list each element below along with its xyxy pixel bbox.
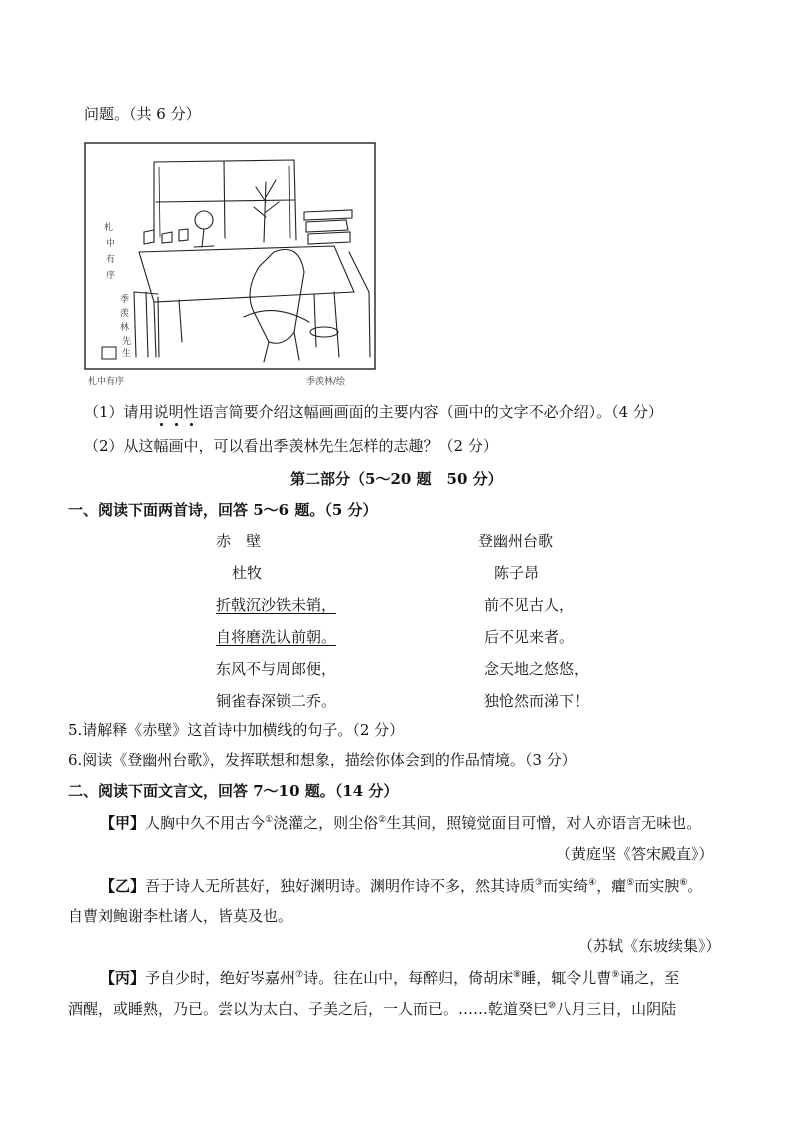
plant: [254, 180, 279, 242]
basket: [310, 327, 338, 337]
poem1-author: 杜牧: [232, 564, 263, 582]
poem2-line4: 独怆然而涕下！: [484, 692, 590, 710]
seal-stamp: [102, 347, 116, 359]
poem2-line3: 念天地之悠悠，: [484, 660, 590, 678]
poem1-line1: 折戟沉沙铁未销，: [216, 596, 337, 614]
question-6: 6.阅读《登幽州台歌》，发挥联想和想象，描绘你体会到的作品情境。（3 分）: [68, 751, 577, 769]
window-lines: [154, 160, 296, 242]
question-5: 5.请解释《赤壁》这首诗中加横线的句子。（2 分）: [68, 721, 405, 739]
section2-title: 二、阅读下面文言文，回答 7～10 题。（14 分）: [68, 782, 399, 800]
handwriting-1: 札: [104, 223, 114, 233]
handwriting-8: 先: [122, 337, 132, 347]
handwriting-5: 季: [120, 295, 130, 305]
chair-legs: [244, 311, 309, 362]
dotted-char: 性: [183, 403, 199, 421]
header-line: 问题。（共 6 分）: [84, 105, 201, 123]
poem1-line2: 自将磨洗认前朝。: [216, 628, 337, 646]
handwriting-4: 序: [106, 271, 116, 281]
figure-caption-right: 季羡林/绘: [306, 377, 346, 387]
handwriting-9: 生: [122, 349, 132, 359]
poem2-author: 陈子昂: [494, 564, 540, 582]
part2-title: 第二部分（5～20 题 50 分）: [290, 470, 503, 488]
book-stack: [304, 210, 352, 244]
cups: [144, 229, 188, 244]
section1-title: 一、阅读下面两首诗，回答 5～6 题。（5 分）: [68, 501, 378, 519]
passage-jia: 【甲】人胸中久不用古今①浇灌之，则尘俗②生其间，照镜觉面目可憎，对人亦语言无味也。: [100, 814, 702, 832]
sketch-illustration: [84, 142, 376, 370]
poem1-line3: 东风不与周郎便，: [216, 660, 337, 678]
figure-caption-left: 札中有序: [88, 377, 125, 387]
dotted-char: 明: [168, 403, 184, 421]
source-jia: （黄庭坚《答宋殿直》）: [556, 845, 714, 863]
sketch-frame: [85, 143, 375, 369]
passage-yi-line2: 自曹刘鲍谢李杜诸人，皆莫及也。: [68, 907, 294, 925]
desk-legs: [154, 292, 339, 357]
desk-top: [139, 246, 354, 302]
poem1-title: 赤 壁: [216, 532, 262, 550]
handwriting-3: 有: [106, 255, 116, 265]
source-yi: （苏轼《东坡续集》）: [578, 937, 721, 955]
poem2-line2: 后不见来者。: [484, 628, 575, 646]
handwriting-2: 中: [106, 239, 116, 249]
dotted-char: 说: [153, 403, 169, 421]
poem1-line4: 铜雀春深锁二乔。: [216, 692, 337, 710]
passage-bing: 【丙】予自少时，绝好岑嘉州⑦诗。往在山中，每醉归，倚胡床⑧睡，辄令儿曹⑨诵之，至: [100, 969, 680, 987]
handwriting-6: 羡: [120, 309, 130, 319]
poem2-line1: 前不见古人，: [484, 596, 575, 614]
handwriting-7: 林: [120, 323, 130, 333]
question-2: （2）从这幅画中，可以看出季羡林先生怎样的志趣？（2 分）: [84, 437, 498, 455]
poem2-title: 登幽州台歌: [478, 532, 554, 550]
question-1: （1）请用说明性语言简要介绍这幅画画面的主要内容（画中的文字不必介绍）。（4 分）: [84, 403, 663, 421]
passage-bing-line2: 酒醒，或睡熟，乃已。尝以为太白、子美之后，一人而已。……乾道癸巳⑩八月三日，山阴陆: [68, 1000, 677, 1018]
passage-yi: 【乙】吾于诗人无所甚好，独好渊明诗。渊明作诗不多，然其诗质③而实绮④，癯⑤而实腴⑥。: [100, 877, 703, 895]
vase: [195, 211, 213, 229]
